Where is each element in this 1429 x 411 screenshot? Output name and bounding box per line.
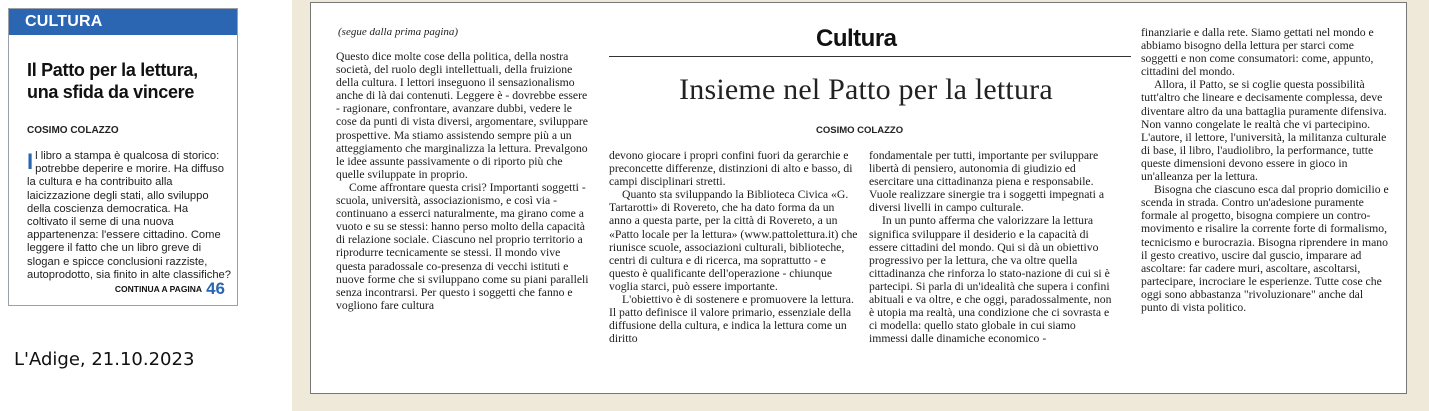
article-author: COSIMO COLAZZO <box>27 125 119 136</box>
paragraph: fondamentale per tutti, importante per sviluppare libertà di pensiero, autonomia di giudizio ed esercitare una cittadinanza piena e responsabile. Vuole realizzare sinergie tra i soggetti impegnati a diversi livelli in campo culturale. <box>869 149 1105 215</box>
paragraph: L'obiettivo è di sostenere e promuovere la lettura. Il patto definisce il valore primario, essenziale della diffusione della cultura, e indica la lettura come un diritto <box>609 293 854 346</box>
paragraph: In un punto afferma che valorizzare la lettura significa sviluppare il desiderio e la capacità di essere cittadini del mondo. Qui si dà un obiettivo progressivo per la lettura, che va oltre quella cittadinanza che rinforza lo stato-nazione di cui si è partecipi. Si parla di un'idealità che supera i confini abituali e va oltre, e che oggi, paradossalmente, non è utopia ma realtà, una condizione che ci sovrasta e ci modella: quello stato globale in cui siamo immessi dalle dinamiche economico - <box>869 214 1112 346</box>
section-title: Cultura <box>816 25 897 52</box>
lead-text: l libro a stampa è qualcosa di storico: potrebbe deperire e morire. Ha diffuso la cultura e ha contribuito alla laicizzazione degli stati, allo sviluppo della coscienza democratica. Ha coltivato il seme di una nuova appartenenza: l'essere cittadino. Come leggere il fatto che un libro greve di slogan e spicce conclusioni razziste, autoprodotto, sia finito in alte classifiche? <box>27 150 231 281</box>
sequel-note: (segue dalla prima pagina) <box>338 26 459 38</box>
section-rule <box>609 56 1131 57</box>
paragraph: Quanto sta sviluppando la Biblioteca Civica «G. Tartarotti» di Rovereto, che ha dato forma da un anno a questa parte, per la città di Rovereto, a un «Patto locale per la lettura» (www.pattolettura.it) che riunisce scuole, associazioni culturali, biblioteche, centri di cultura e di ricerca, ma soprattutto - e questo è qualificante dell'operazione - chiunque voglia starci, può essere importante. <box>609 188 858 293</box>
paragraph: Allora, il Patto, se si coglie questa possibilità tutt'altro che lineare e decisamente complessa, deve diventare altro da una battaglia puramente difensiva. Non vanno congelate le realtà che vi partecipino. L'autore, il lettore, l'università, la militanza culturale di base, il libro, l'audiolibro, la performance, tutte queste dimensioni devono essere in gioco in un'alleanza per la lettura. <box>1141 78 1387 184</box>
byline: COSIMO COLAZZO <box>816 125 904 136</box>
inner-page-background <box>292 0 1429 411</box>
paragraph: Bisogna che ciascuno esca dal proprio domicilio e scenda in strada. Contro un'adesione puramente formale al progetto, bisogna compiere un contro-movimento e risalire la corrente forte di formalismo, tecnicismo e burocrazia. Bisogna riprendere in mano il gesto creativo, uscire dal guscio, imparare ad ascoltare: far cadere muri, ascoltare, ascoltarsi, partecipare, incrociare le esperienze. Tutte cose che oggi sono abbastanza "rivoluzionare" anche dal punto di vista politico. <box>1141 183 1389 314</box>
dropcap: I <box>27 149 34 174</box>
continue-note <box>115 279 225 299</box>
source-caption: L'Adige, 21.10.2023 <box>14 349 195 370</box>
inner-page-clipping <box>310 2 1407 394</box>
section-label: CULTURA <box>9 9 237 35</box>
paragraph: Come affrontare questa crisi? Importanti soggetti - scuola, università, associazionismo, e così via - continuano a esserci naturalmente, ma girano come a vuoto e su se stessi: hanno perso molto della capacità di relazione sociale. Ciascuno nel proprio territorio a riprodurre tecnicamente se stessi. Il mondo vive questa paradossale co-presenza di vecchi istituti e nuove forme che si sviluppano come su piani paralleli senza incontrarsi. Per questo i soggetti che fanno e vogliono fare cultura <box>336 180 589 312</box>
front-page-clipping <box>8 8 238 306</box>
paragraph: finanziarie e dalla rete. Siamo gettati nel mondo e abbiamo bisogno della lettura per starci come soggetti e non come consumatori: come, appunto, cittadini del mondo. <box>1141 26 1374 79</box>
article-column-2 <box>609 149 859 345</box>
headline: Insieme nel Patto per la lettura <box>679 73 1053 106</box>
continue-label: CONTINUA A PAGINA <box>114 284 203 294</box>
paragraph: Questo dice molte cose della politica, della nostra società, del ruolo degli intellettuali, della fruizione della cultura. I lettori inseguono il sensazionalismo anche di là dai contenuti. Leggere è - dovrebbe essere - ragionare, confrontare, avanzare dubbi, vedere le cose da punti di vista diversi, argomentare, sviluppare prospettive. Ma stiamo assistendo sempre più a un atteggiamento che marginalizza la lettura. Prevalgono le idee assunte passivamente o di riporto più che quelle sviluppate in proprio. <box>336 50 588 181</box>
paragraph: devono giocare i propri confini fuori da gerarchie e preconcette differenze, distinzioni di alto e basso, di campi disciplinari stretti. <box>609 149 853 189</box>
continue-page: 46 <box>206 279 225 298</box>
article-column-1 <box>336 50 591 312</box>
article-column-3 <box>869 149 1117 345</box>
article-column-4 <box>1141 26 1391 314</box>
article-title: Il Patto per la lettura, una sfida da vincere <box>27 60 198 102</box>
article-lead <box>27 150 232 282</box>
